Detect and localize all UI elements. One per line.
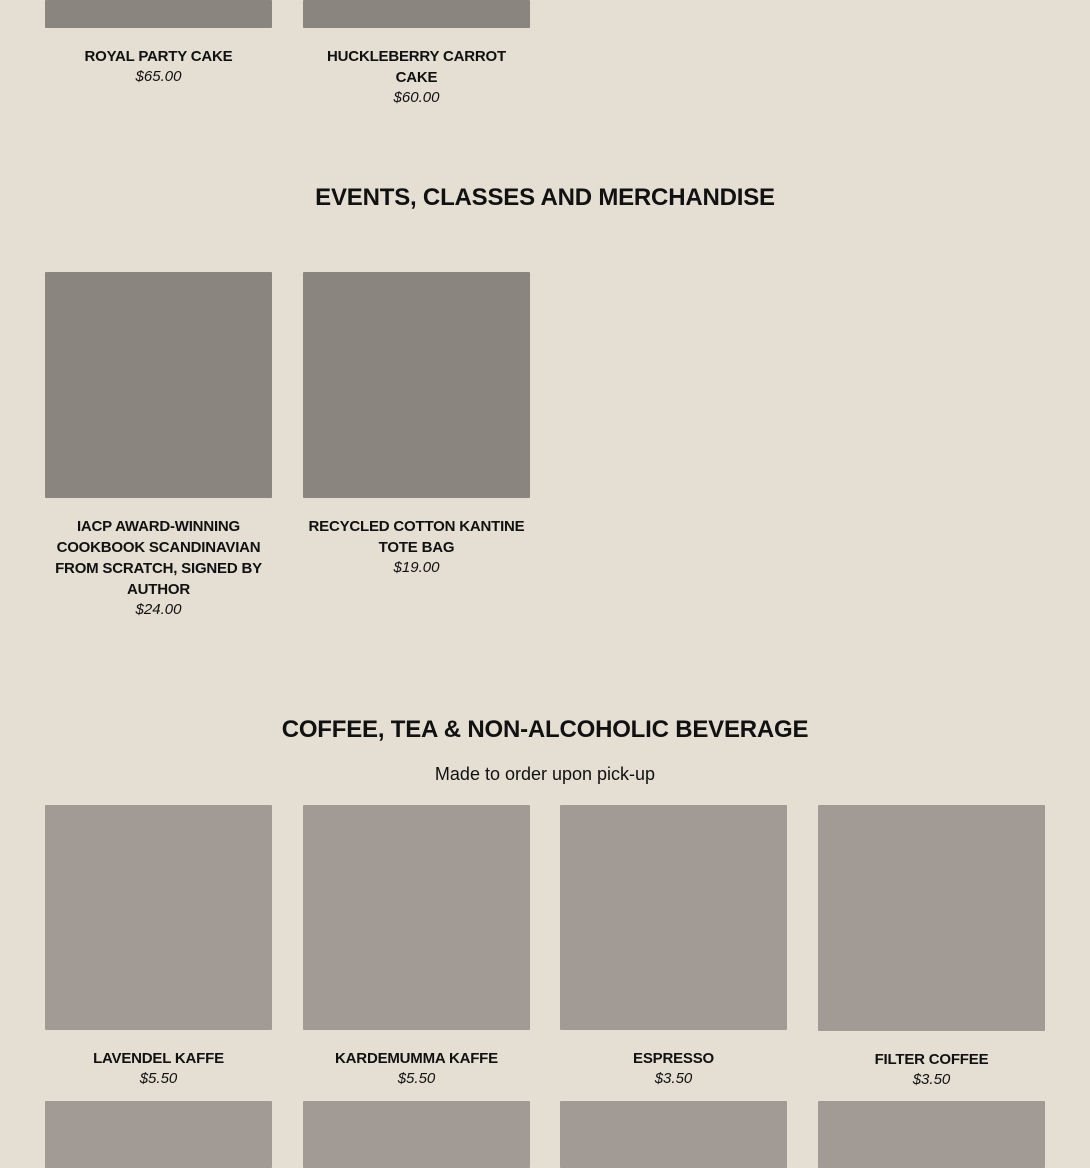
product-card-cookbook[interactable] [45, 272, 272, 620]
product-name[interactable]: LAVENDEL KAFFE [93, 1050, 224, 1067]
product-card-espresso[interactable] [560, 805, 787, 1089]
product-price: $65.00 [135, 68, 182, 85]
product-image[interactable] [560, 1101, 787, 1168]
product-image[interactable] [818, 805, 1045, 1031]
product-card-kardemumma-kaffe[interactable] [303, 805, 530, 1089]
product-name[interactable]: ESPRESSO [633, 1050, 714, 1067]
product-card-lavendel-kaffe[interactable] [45, 805, 272, 1089]
product-image[interactable] [45, 272, 272, 498]
product-card-filter-coffee[interactable] [818, 805, 1045, 1090]
product-card-huckleberry-carrot-cake[interactable] [303, 0, 530, 108]
product-image[interactable] [818, 1101, 1045, 1168]
product-image[interactable] [303, 272, 530, 498]
product-image[interactable] [303, 1101, 530, 1168]
section-subtitle: Made to order upon pick-up [434, 764, 656, 784]
product-image[interactable] [560, 805, 787, 1030]
product-price: $60.00 [393, 89, 440, 106]
product-image[interactable] [303, 0, 530, 28]
product-image[interactable] [303, 805, 530, 1030]
product-price: $3.50 [654, 1070, 693, 1087]
product-price: $5.50 [397, 1070, 436, 1087]
product-price: $19.00 [393, 559, 440, 576]
product-price: $3.50 [912, 1071, 951, 1088]
section-title-beverages: COFFEE, TEA & NON-ALCOHOLIC BEVERAGE [281, 716, 809, 743]
product-card-royal-party-cake[interactable] [45, 0, 272, 87]
product-image[interactable] [45, 1101, 272, 1168]
product-name[interactable]: RECYCLED COTTON KANTINE TOTE BAG [308, 518, 525, 556]
product-card-tote-bag[interactable] [303, 272, 530, 578]
product-image[interactable] [45, 0, 272, 28]
product-price: $24.00 [135, 601, 182, 618]
product-name[interactable]: IACP AWARD-WINNING COOKBOOK SCANDINAVIAN FROM SCRATCH, SIGNED BY AUTHOR [55, 518, 262, 598]
product-name[interactable]: FILTER COFFEE [874, 1051, 989, 1068]
product-name[interactable]: HUCKLEBERRY CARROT CAKE [327, 48, 506, 86]
product-name[interactable]: KARDEMUMMA KAFFE [335, 1050, 498, 1067]
product-name[interactable]: ROYAL PARTY CAKE [84, 48, 233, 65]
product-price: $5.50 [139, 1070, 178, 1087]
product-image[interactable] [45, 805, 272, 1030]
section-title-events: EVENTS, CLASSES AND MERCHANDISE [315, 184, 775, 211]
